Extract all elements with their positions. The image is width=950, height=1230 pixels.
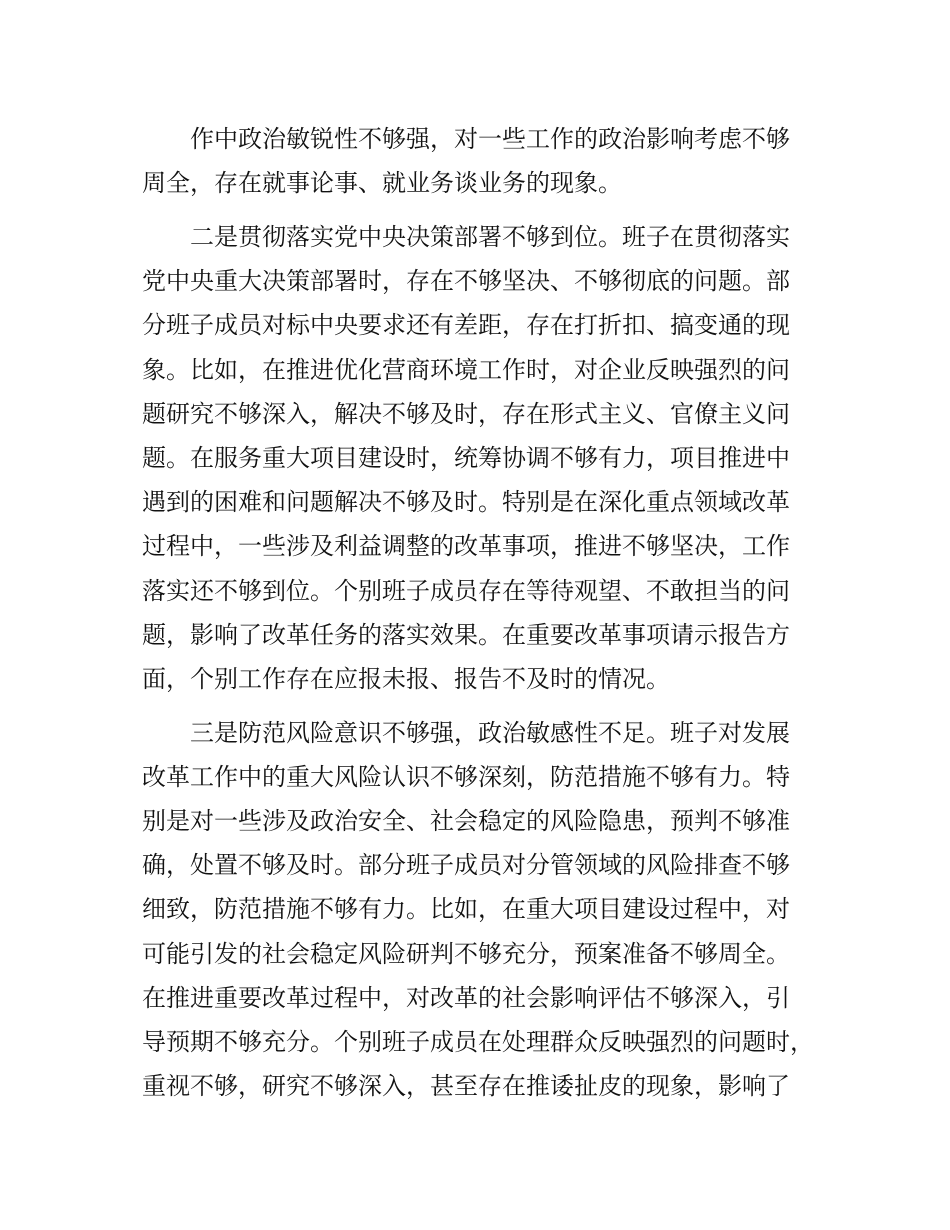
text-line: 导预期不够充分。个别班子成员在处理群众反映强烈的问题时，	[142, 1028, 814, 1057]
text-line: 别是对一些涉及政治安全、社会稳定的风险隐患，预判不够准	[142, 807, 790, 836]
document-body	[142, 117, 812, 1108]
paragraph-2	[142, 215, 812, 701]
text-line: 象。比如，在推进优化营商环境工作时，对企业反映强烈的问	[142, 355, 790, 384]
text-line: 落实还不够到位。个别班子成员存在等待观望、不敢担当的问	[142, 576, 790, 605]
text-line: 党中央重大决策部署时，存在不够坚决、不够彻底的问题。部	[142, 267, 790, 296]
text-line: 确，处置不够及时。部分班子成员对分管领域的风险排查不够	[142, 851, 790, 880]
text-line: 作中政治敏锐性不够强，对一些工作的政治影响考虑不够	[190, 125, 790, 153]
text-line: 题。在服务重大项目建设时，统筹协调不够有力，项目推进中	[142, 443, 790, 472]
text-line: 二是贯彻落实党中央决策部署不够到位。班子在贯彻落实	[190, 222, 790, 251]
paragraph-1	[142, 117, 812, 205]
text-line: 周全，存在就事论事、就业务谈业务的现象。	[142, 169, 622, 198]
text-line: 可能引发的社会稳定风险研判不够充分，预案准备不够周全。	[142, 939, 790, 968]
paragraph-3	[142, 711, 812, 1109]
text-line: 改革工作中的重大风险认识不够深刻，防范措施不够有力。特	[142, 762, 790, 791]
text-line: 三是防范风险意识不够强，政治敏感性不足。班子对发展	[190, 718, 790, 747]
text-line: 面，个别工作存在应报未报、报告不及时的情况。	[142, 664, 670, 693]
paragraph-gap	[142, 701, 812, 711]
text-line: 遇到的困难和问题解决不够及时。特别是在深化重点领域改革	[142, 488, 790, 517]
text-line: 细致，防范措施不够有力。比如，在重大项目建设过程中，对	[142, 895, 790, 924]
paragraph-gap	[142, 205, 812, 215]
text-line: 重视不够，研究不够深入，甚至存在推诿扯皮的现象，影响了	[142, 1072, 790, 1101]
text-line: 题研究不够深入，解决不够及时，存在形式主义、官僚主义问	[142, 399, 790, 428]
text-line: 过程中，一些涉及利益调整的改革事项，推进不够坚决，工作	[142, 532, 790, 561]
text-line: 分班子成员对标中央要求还有差距，存在打折扣、搞变通的现	[142, 311, 790, 340]
text-line: 题，影响了改革任务的落实效果。在重要改革事项请示报告方	[142, 620, 790, 649]
text-line: 在推进重要改革过程中，对改革的社会影响评估不够深入，引	[142, 983, 790, 1012]
